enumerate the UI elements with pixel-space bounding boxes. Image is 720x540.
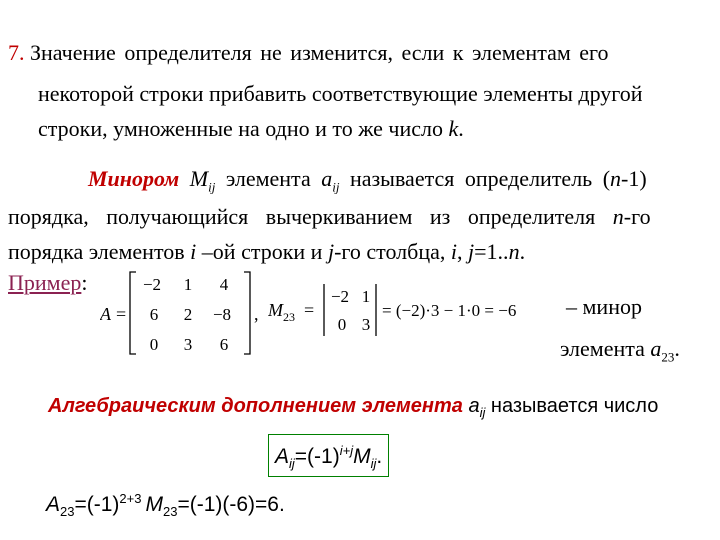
cell: 6 — [219, 335, 229, 354]
minor-caption-1: – минор — [566, 294, 642, 319]
var-M: $M_{ij}$ — [189, 166, 216, 195]
cell: 4 — [219, 275, 229, 294]
cell: 6 — [149, 305, 159, 324]
example-link: Пример — [8, 270, 82, 295]
matrix-eq: = — [116, 304, 127, 324]
item-number: 7. — [8, 40, 25, 65]
minor-eq: = — [304, 300, 315, 320]
var-k: k — [448, 116, 459, 141]
cofactor-formula: $A_{ij}=(-1)^{i+j}M_{ij}$. — [268, 434, 389, 477]
cell: 1 — [361, 287, 371, 306]
cofactor-term: Алгебраическим дополнением элемента — [48, 395, 469, 417]
var-a: $a_{ij}$ — [468, 395, 486, 420]
left-bracket — [130, 272, 136, 354]
minor-calc: = (−2)·3 − 1·0 = −6 — [382, 301, 517, 320]
cell: 1 — [183, 275, 193, 294]
minor-name: $M_{23}$ — [268, 300, 295, 324]
text: называется число — [485, 395, 659, 417]
cell: 0 — [149, 335, 159, 354]
text-end: . — [458, 116, 464, 141]
text: -го — [623, 204, 651, 229]
var-a: $a_{ij}$ — [321, 166, 340, 195]
text: называется определитель ( — [349, 166, 611, 191]
cell: 3 — [361, 315, 371, 334]
property-7-line-3 — [38, 118, 464, 140]
minor-def-line-2 — [8, 206, 651, 228]
minor-def-line-3: порядка элементов i –ой строки и j-го столбца, i, j=1..n. — [8, 239, 526, 264]
cell: −2 — [142, 275, 162, 294]
matrix-A — [100, 268, 260, 360]
text: элемента — [225, 166, 311, 191]
example-label: Пример: — [8, 270, 88, 295]
right-bracket — [244, 272, 250, 354]
cell: −2 — [330, 287, 350, 306]
matrix-name: A — [100, 304, 111, 324]
property-7-line-2: некоторой строки прибавить соответствующие элементы другой — [38, 81, 643, 106]
minor-M23 — [268, 280, 564, 340]
cell: −8 — [212, 305, 232, 324]
cofactor-example: $A_{23}=(-1)^{2+3}$ $M_{23}=(-1)(-6)=6$. — [46, 491, 285, 520]
minor-term: Минором — [88, 166, 180, 191]
text: -1) — [621, 166, 647, 191]
var-n: n — [612, 204, 624, 229]
cell: 0 — [337, 315, 347, 334]
cell: 2 — [183, 305, 193, 324]
text: порядка, получающийся вычеркиванием из определителя — [8, 204, 613, 229]
minor-caption-2: элемента $a_{23}$. — [560, 336, 680, 365]
var-n: n — [610, 166, 622, 191]
property-7-line-1 — [8, 42, 609, 64]
text: строки, умноженные на одно и то же число — [38, 116, 449, 141]
cell: 3 — [183, 335, 193, 354]
text: Значение определителя не изменится, если к элементам его — [30, 40, 609, 65]
minor-def-line-1 — [88, 166, 647, 195]
matrix-comma: , — [254, 304, 259, 324]
cofactor-def — [48, 394, 659, 420]
